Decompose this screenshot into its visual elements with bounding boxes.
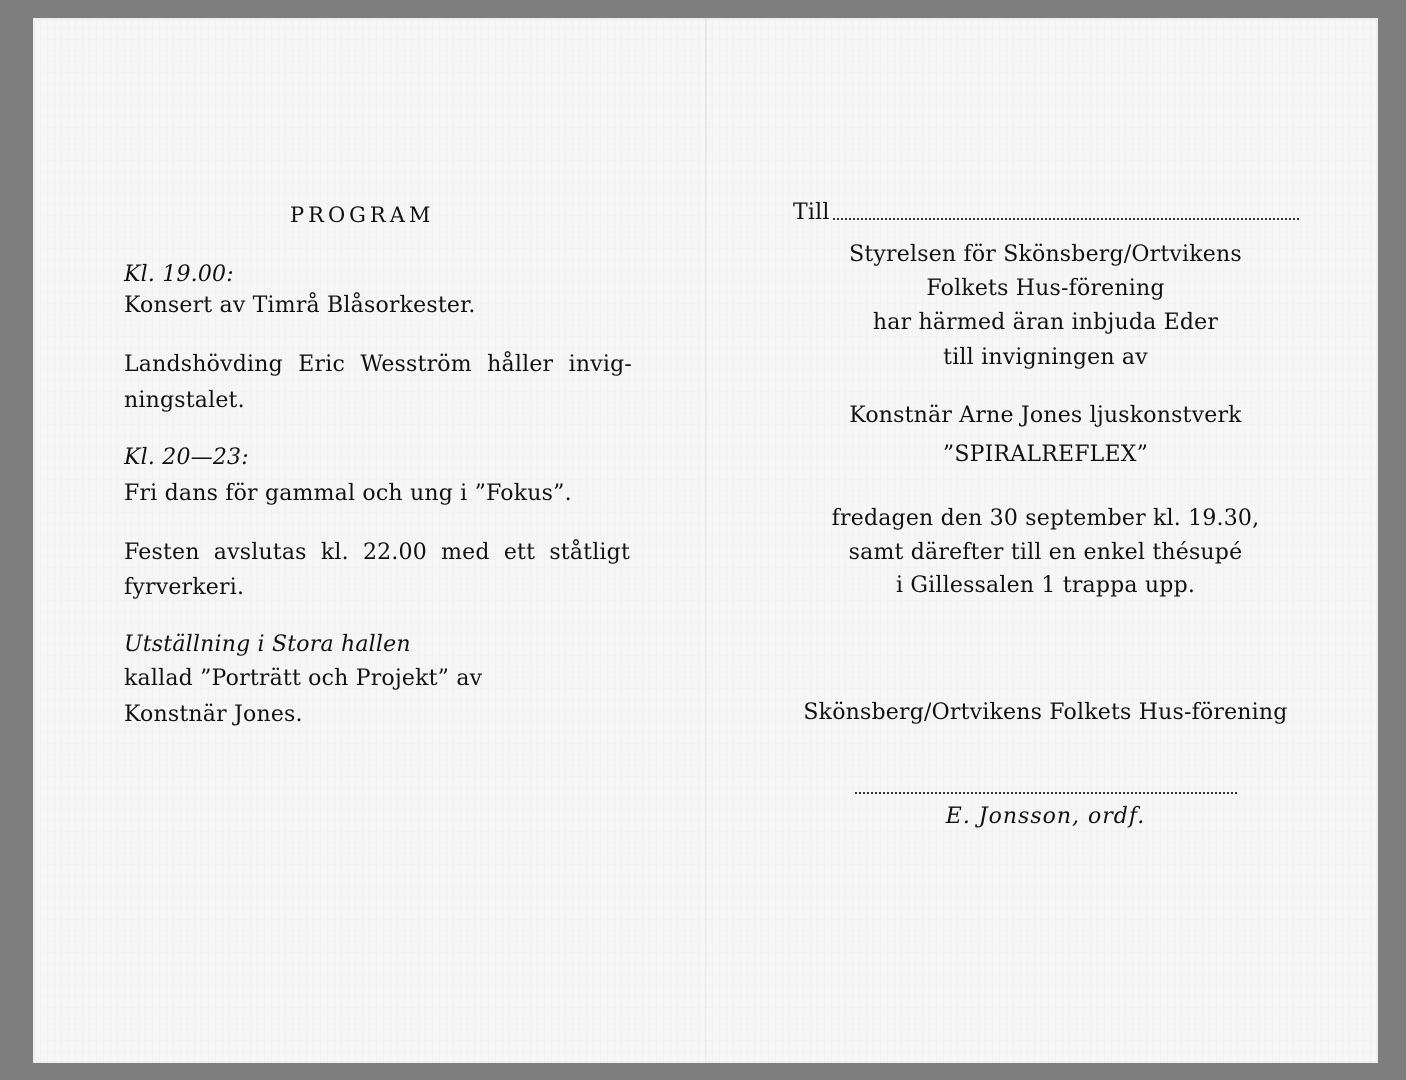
invitation-line-1: Styrelsen för Skönsberg/Ortvikens <box>849 242 1242 267</box>
exhibition-line-1: kallad ”Porträtt och Projekt” av <box>124 666 483 691</box>
date-line-2: samt därefter till en enkel thésupé <box>848 540 1243 565</box>
invitation-card <box>33 18 1378 1063</box>
program-item-2-line-1: Landshövding Eric Wesström håller invig- <box>124 352 632 377</box>
signature: E. Jonsson, ordf. <box>945 804 1146 829</box>
sender-line: Skönsberg/Ortvikens Folkets Hus-förening <box>803 700 1288 725</box>
invitation-line-4: till invigningen av <box>943 345 1148 370</box>
program-item-4-line-1: Festen avslutas kl. 22.00 med ett ståtligt <box>124 540 630 565</box>
signature-line <box>855 792 1237 794</box>
invitation-line-3: har härmed äran inbjuda Eder <box>872 310 1219 335</box>
artwork-line: Konstnär Arne Jones ljuskonstverk <box>849 403 1242 428</box>
invitation-line-2: Folkets Hus-förening <box>926 276 1165 301</box>
program-time-2: Kl. 20—23: <box>124 445 249 470</box>
fold-line <box>705 18 707 1063</box>
exhibition-title: Utställning i Stora hallen <box>124 632 411 657</box>
program-item-4-line-2: fyrverkeri. <box>124 575 245 600</box>
program-item-2-line-2: ningstalet. <box>124 388 245 413</box>
till-label: Till <box>793 200 830 225</box>
program-item-1: Konsert av Timrå Blåsorkester. <box>124 293 476 318</box>
program-item-3: Fri dans för gammal och ung i ”Fokus”. <box>124 481 572 506</box>
artwork-title: ”SPIRALREFLEX” <box>942 442 1149 467</box>
date-line-3: i Gillessalen 1 trappa upp. <box>895 573 1196 598</box>
recipient-line <box>833 218 1299 220</box>
exhibition-line-2: Konstnär Jones. <box>124 702 303 727</box>
program-title: PROGRAM <box>290 203 435 227</box>
date-line-1: fredagen den 30 september kl. 19.30, <box>831 506 1260 531</box>
program-time-1: Kl. 19.00: <box>124 262 234 287</box>
